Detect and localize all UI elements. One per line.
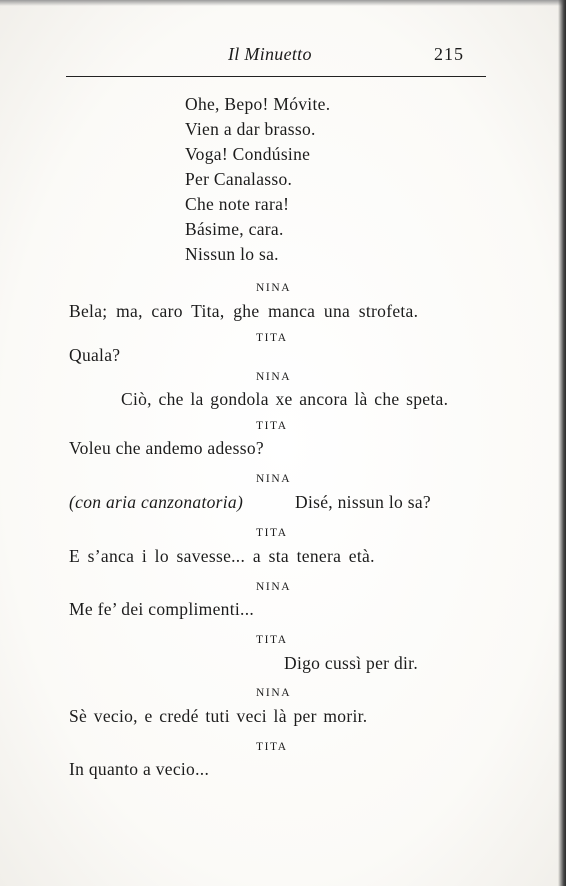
dialogue-line: Digo cussì per dir. [284,653,419,673]
header-rule [66,76,486,77]
speaker-label: NINA [256,371,292,383]
speaker-label: NINA [256,581,292,593]
dialogue-line: Bela; ma, caro Tita, ghe manca una strofeta. [69,301,419,321]
page-top-shadow [0,0,566,6]
dialogue-line: Disé, nissun lo sa? [295,492,431,512]
dialogue-line: Ciò, che la gondola xe ancora là che speta. [121,389,449,409]
speaker-label: TITA [256,634,288,646]
speaker-label: NINA [256,282,292,294]
running-title: Il Minuetto [228,44,312,64]
dialogue-line: Quala? [69,345,121,365]
running-head [0,44,566,70]
dialogue-line: Voleu che andemo adesso? [69,438,264,458]
stage-direction: (con aria canzonatoria) [69,492,244,512]
speaker-label: NINA [256,687,292,699]
stanza-line-6: Básime, cara. [185,219,284,239]
page-binding-shadow [558,0,566,886]
page-number: 215 [434,44,464,64]
stanza-line-4: Per Canalasso. [185,169,293,189]
speaker-label: TITA [256,527,288,539]
speaker-label: TITA [256,741,288,753]
dialogue-line: In quanto a vecio... [69,759,210,779]
stanza-line-5: Che note rara! [185,194,290,214]
dialogue-line: E s’anca i lo savesse... a sta tenera età. [69,546,375,566]
speaker-label: NINA [256,473,292,485]
stanza-line-1: Ohe, Bepo! Móvite. [185,94,331,114]
speaker-label: TITA [256,420,288,432]
stanza-line-2: Vien a dar brasso. [185,119,316,139]
dialogue-line: Me fe’ dei complimenti... [69,599,255,619]
stanza-line-7: Nissun lo sa. [185,244,279,264]
stanza-line-3: Voga! Condúsine [185,144,311,164]
dialogue-line: Sè vecio, e credé tuti veci là per morir. [69,706,368,726]
speaker-label: TITA [256,332,288,344]
